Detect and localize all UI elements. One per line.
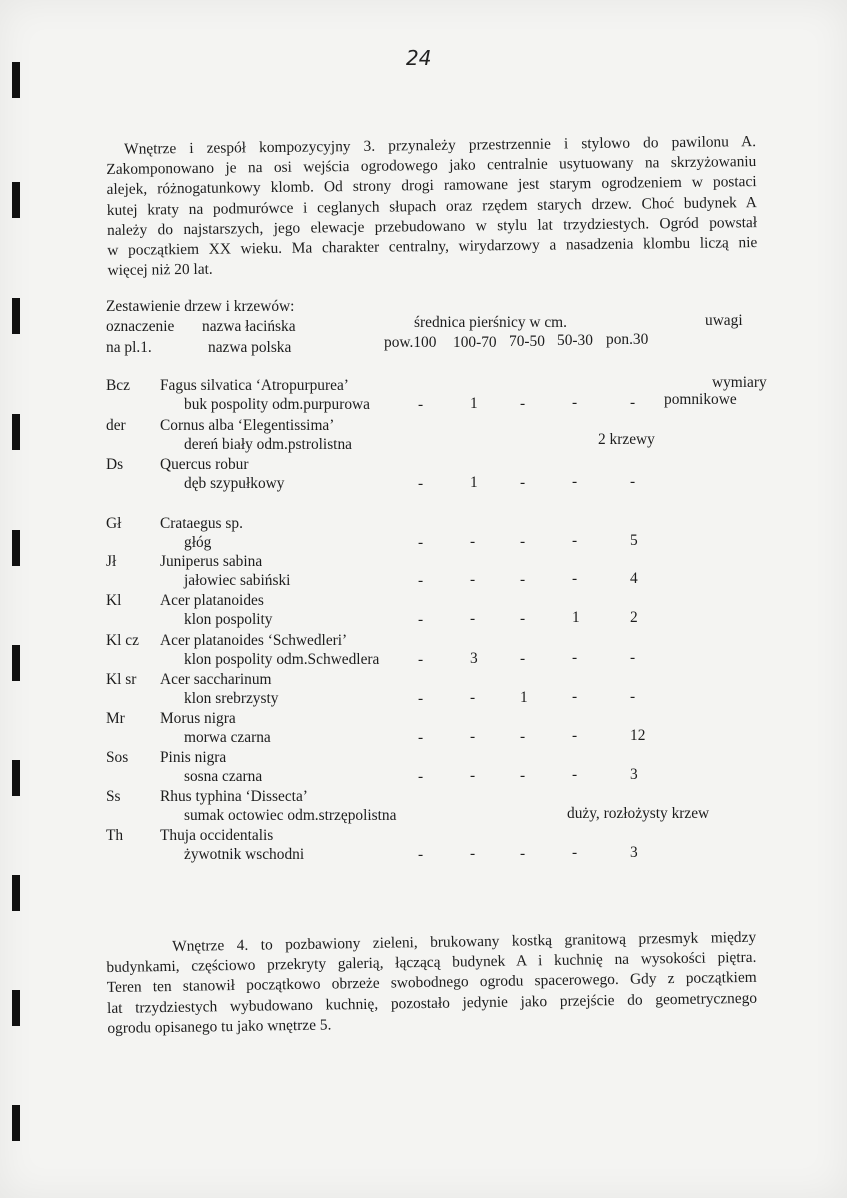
header-uwagi: uwagi	[705, 312, 743, 329]
row-value-col-1: -	[418, 768, 424, 785]
row-value-col-5: -	[630, 472, 636, 490]
row-code: Ss	[106, 788, 121, 805]
row-value-col-3: -	[520, 766, 526, 784]
header-srednica: średnica pierśnicy w cm.	[414, 314, 567, 331]
row-code: Jł	[106, 553, 117, 570]
header-nazwa-lacinska: nazwa łacińska	[202, 318, 296, 335]
row-code: Mr	[106, 710, 125, 727]
row-latin-name: Acer platanoides	[160, 592, 264, 609]
row-value-col-3: -	[520, 727, 526, 745]
row-value-col-5: -	[630, 687, 636, 705]
header-na-pl: na pl.1.	[106, 339, 152, 356]
header-col-pon30: pon.30	[606, 331, 649, 348]
row-polish-name: sumak octowiec odm.strzępolistna	[184, 807, 397, 824]
row-code: Ds	[106, 456, 124, 473]
row-value-col-1: -	[418, 846, 424, 863]
row-polish-name: morwa czarna	[184, 729, 271, 746]
row-value-col-2: -	[470, 845, 476, 863]
text-line: kutej kraty na podmurówce i ceglanych słupach oraz rzędem starych drzew. Choć budynek A	[106, 193, 757, 219]
row-polish-name: buk pospolity odm.purpurowa	[184, 396, 370, 413]
row-value-col-2: 1	[470, 474, 478, 492]
row-value-col-3: -	[520, 473, 526, 491]
row-latin-name: Thuja occidentalis	[160, 827, 274, 844]
row-latin-name: Acer saccharinum	[160, 671, 272, 688]
row-polish-name: sosna czarna	[184, 768, 263, 785]
row-value-col-3: -	[520, 570, 526, 588]
binder-mark	[12, 182, 20, 218]
row-value-col-1: -	[418, 572, 424, 589]
row-value-col-2: -	[470, 728, 476, 746]
row-value-col-2: -	[470, 767, 476, 785]
row-value-col-5: 3	[630, 765, 638, 783]
row-value-col-3: -	[520, 609, 526, 627]
row-latin-name: Fagus silvatica ‘Atropurpurea’	[160, 377, 349, 394]
row-value-col-4: -	[572, 688, 578, 706]
binder-mark	[12, 298, 20, 334]
row-value-col-4: -	[572, 570, 578, 588]
row-value-col-5: 12	[630, 726, 646, 744]
paragraph-wnetrze-4	[106, 928, 758, 1039]
row-code: Kl sr	[106, 671, 137, 688]
row-latin-name: Crataegus sp.	[160, 515, 243, 532]
binder-mark	[12, 62, 20, 98]
row-latin-name: Quercus robur	[160, 456, 249, 473]
binder-mark	[12, 530, 20, 566]
row-value-col-5: -	[630, 393, 636, 411]
row-value-col-4: -	[572, 532, 578, 550]
row-latin-name: Juniperus sabina	[160, 553, 263, 570]
row-latin-name: Acer platanoides ‘Schwedleri’	[160, 632, 348, 649]
row-note: duży, rozłożysty krzew	[567, 805, 710, 822]
row-latin-name: Cornus alba ‘Elegentissima’	[160, 417, 335, 434]
row-code: Kl cz	[106, 632, 139, 649]
row-code: Gł	[106, 515, 122, 532]
row-code: der	[106, 417, 126, 434]
row-value-col-3: -	[520, 649, 526, 667]
row-value-col-1: -	[418, 611, 424, 628]
row-latin-name: Rhus typhina ‘Dissecta’	[160, 788, 308, 805]
row-code: Sos	[106, 749, 129, 766]
row-value-col-4: -	[572, 727, 578, 745]
row-code: Th	[106, 827, 124, 844]
row-value-col-3: -	[520, 532, 526, 550]
text-line: Teren ten stanowił początkowo obrzeże swobodnego ogrodu spacerowego. Gdy z początkiem	[106, 969, 757, 997]
binder-mark	[12, 990, 20, 1026]
row-polish-name: klon pospolity odm.Schwedlera	[184, 651, 380, 668]
text-line: ogrodu opisanego tu jako wnętrze 5.	[107, 1016, 332, 1037]
row-polish-name: dereń biały odm.pstrolistna	[184, 436, 352, 453]
row-code: Bcz	[106, 377, 130, 394]
row-value-col-2: -	[470, 533, 476, 551]
row-note: 2 krzewy	[598, 431, 655, 448]
header-oznaczenie: oznaczenie	[106, 318, 175, 335]
text-line: alejek, różnogatunkowy klomb. Od strony drogi ramowane jest starym ogrodzeniem w postaci	[106, 173, 757, 199]
row-note: wymiary	[712, 374, 767, 391]
row-value-col-4: -	[572, 844, 578, 862]
text-line: Wnętrze 4. to pozbawiony zieleni, brukowany kostką granitową przesmyk między	[172, 928, 757, 955]
row-value-col-5: 3	[630, 843, 638, 861]
row-value-col-1: -	[418, 690, 424, 707]
header-col-100-70: 100-70	[453, 334, 497, 351]
row-latin-name: Morus nigra	[160, 710, 236, 727]
row-value-col-5: 5	[630, 531, 638, 549]
header-nazwa-polska: nazwa polska	[208, 339, 292, 356]
row-value-col-2: 1	[470, 395, 478, 413]
row-note: pomnikowe	[664, 391, 737, 408]
header-col-pow100: pow.100	[384, 334, 437, 351]
header-col-70-50: 70-50	[509, 333, 545, 350]
binder-mark	[12, 875, 20, 911]
text-line: lat trzydziestych wybudowano kuchnię, pozostało jedynie jako przejście do geometrycznego	[106, 989, 758, 1017]
row-value-col-1: -	[418, 396, 424, 413]
page-number: 24	[406, 46, 432, 70]
header-col-50-30: 50-30	[557, 332, 593, 349]
binder-mark	[12, 645, 20, 681]
row-value-col-3: -	[520, 844, 526, 862]
row-value-col-5: -	[630, 648, 636, 666]
text-line: więcej niż 20 lat.	[107, 260, 213, 280]
text-line: Zakomponowano je na osi wejścia ogrodowego jako centralnie usytuowany na skrzyżowaniu	[106, 153, 757, 179]
row-value-col-2: 3	[470, 650, 478, 668]
row-value-col-4: -	[572, 766, 578, 784]
row-value-col-1: -	[418, 475, 424, 492]
row-polish-name: klon pospolity	[184, 611, 273, 628]
row-value-col-1: -	[418, 651, 424, 668]
row-polish-name: głóg	[184, 534, 212, 551]
row-value-col-1: -	[418, 534, 424, 551]
binder-mark	[12, 760, 20, 796]
row-value-col-3: 1	[520, 688, 528, 706]
row-value-col-4: -	[572, 649, 578, 667]
paragraph-wnetrze-3	[106, 132, 758, 281]
row-value-col-1: -	[418, 729, 424, 746]
row-polish-name: żywotnik wschodni	[184, 846, 305, 863]
row-value-col-4: 1	[572, 609, 580, 627]
text-line: w początkiem XX wieku. Ma charakter centralny, wirydarzowy a nasadzenia klombu liczą nie	[107, 234, 758, 260]
row-polish-name: jałowiec sabiński	[184, 572, 291, 589]
row-value-col-4: -	[572, 473, 578, 491]
row-value-col-4: -	[572, 394, 578, 412]
row-value-col-5: 2	[630, 608, 638, 626]
binder-mark	[12, 414, 20, 450]
row-latin-name: Pinis nigra	[160, 749, 227, 766]
table-title: Zestawienie drzew i krzewów:	[106, 298, 295, 315]
row-value-col-5: 4	[630, 569, 638, 587]
binder-mark	[12, 1105, 20, 1141]
text-line: należy do najstarszych, jego elewacje przebudowano w stylu lat trzydziestych. Ogród powstał	[106, 213, 758, 239]
row-value-col-2: -	[470, 689, 476, 707]
row-value-col-3: -	[520, 394, 526, 412]
row-code: Kl	[106, 592, 122, 609]
text-line: Wnętrze i zespół kompozycyjny 3. przynależy przestrzennie i stylowo do pawilonu A.	[124, 133, 757, 158]
row-value-col-2: -	[470, 610, 476, 628]
row-polish-name: dęb szypułkowy	[184, 475, 285, 492]
row-polish-name: klon srebrzysty	[184, 690, 279, 707]
row-value-col-2: -	[470, 571, 476, 589]
text-line: budynkami, częściowo przekryty galerią, łączącą budynek A i kuchnię na wysokości piętra.	[106, 948, 757, 977]
